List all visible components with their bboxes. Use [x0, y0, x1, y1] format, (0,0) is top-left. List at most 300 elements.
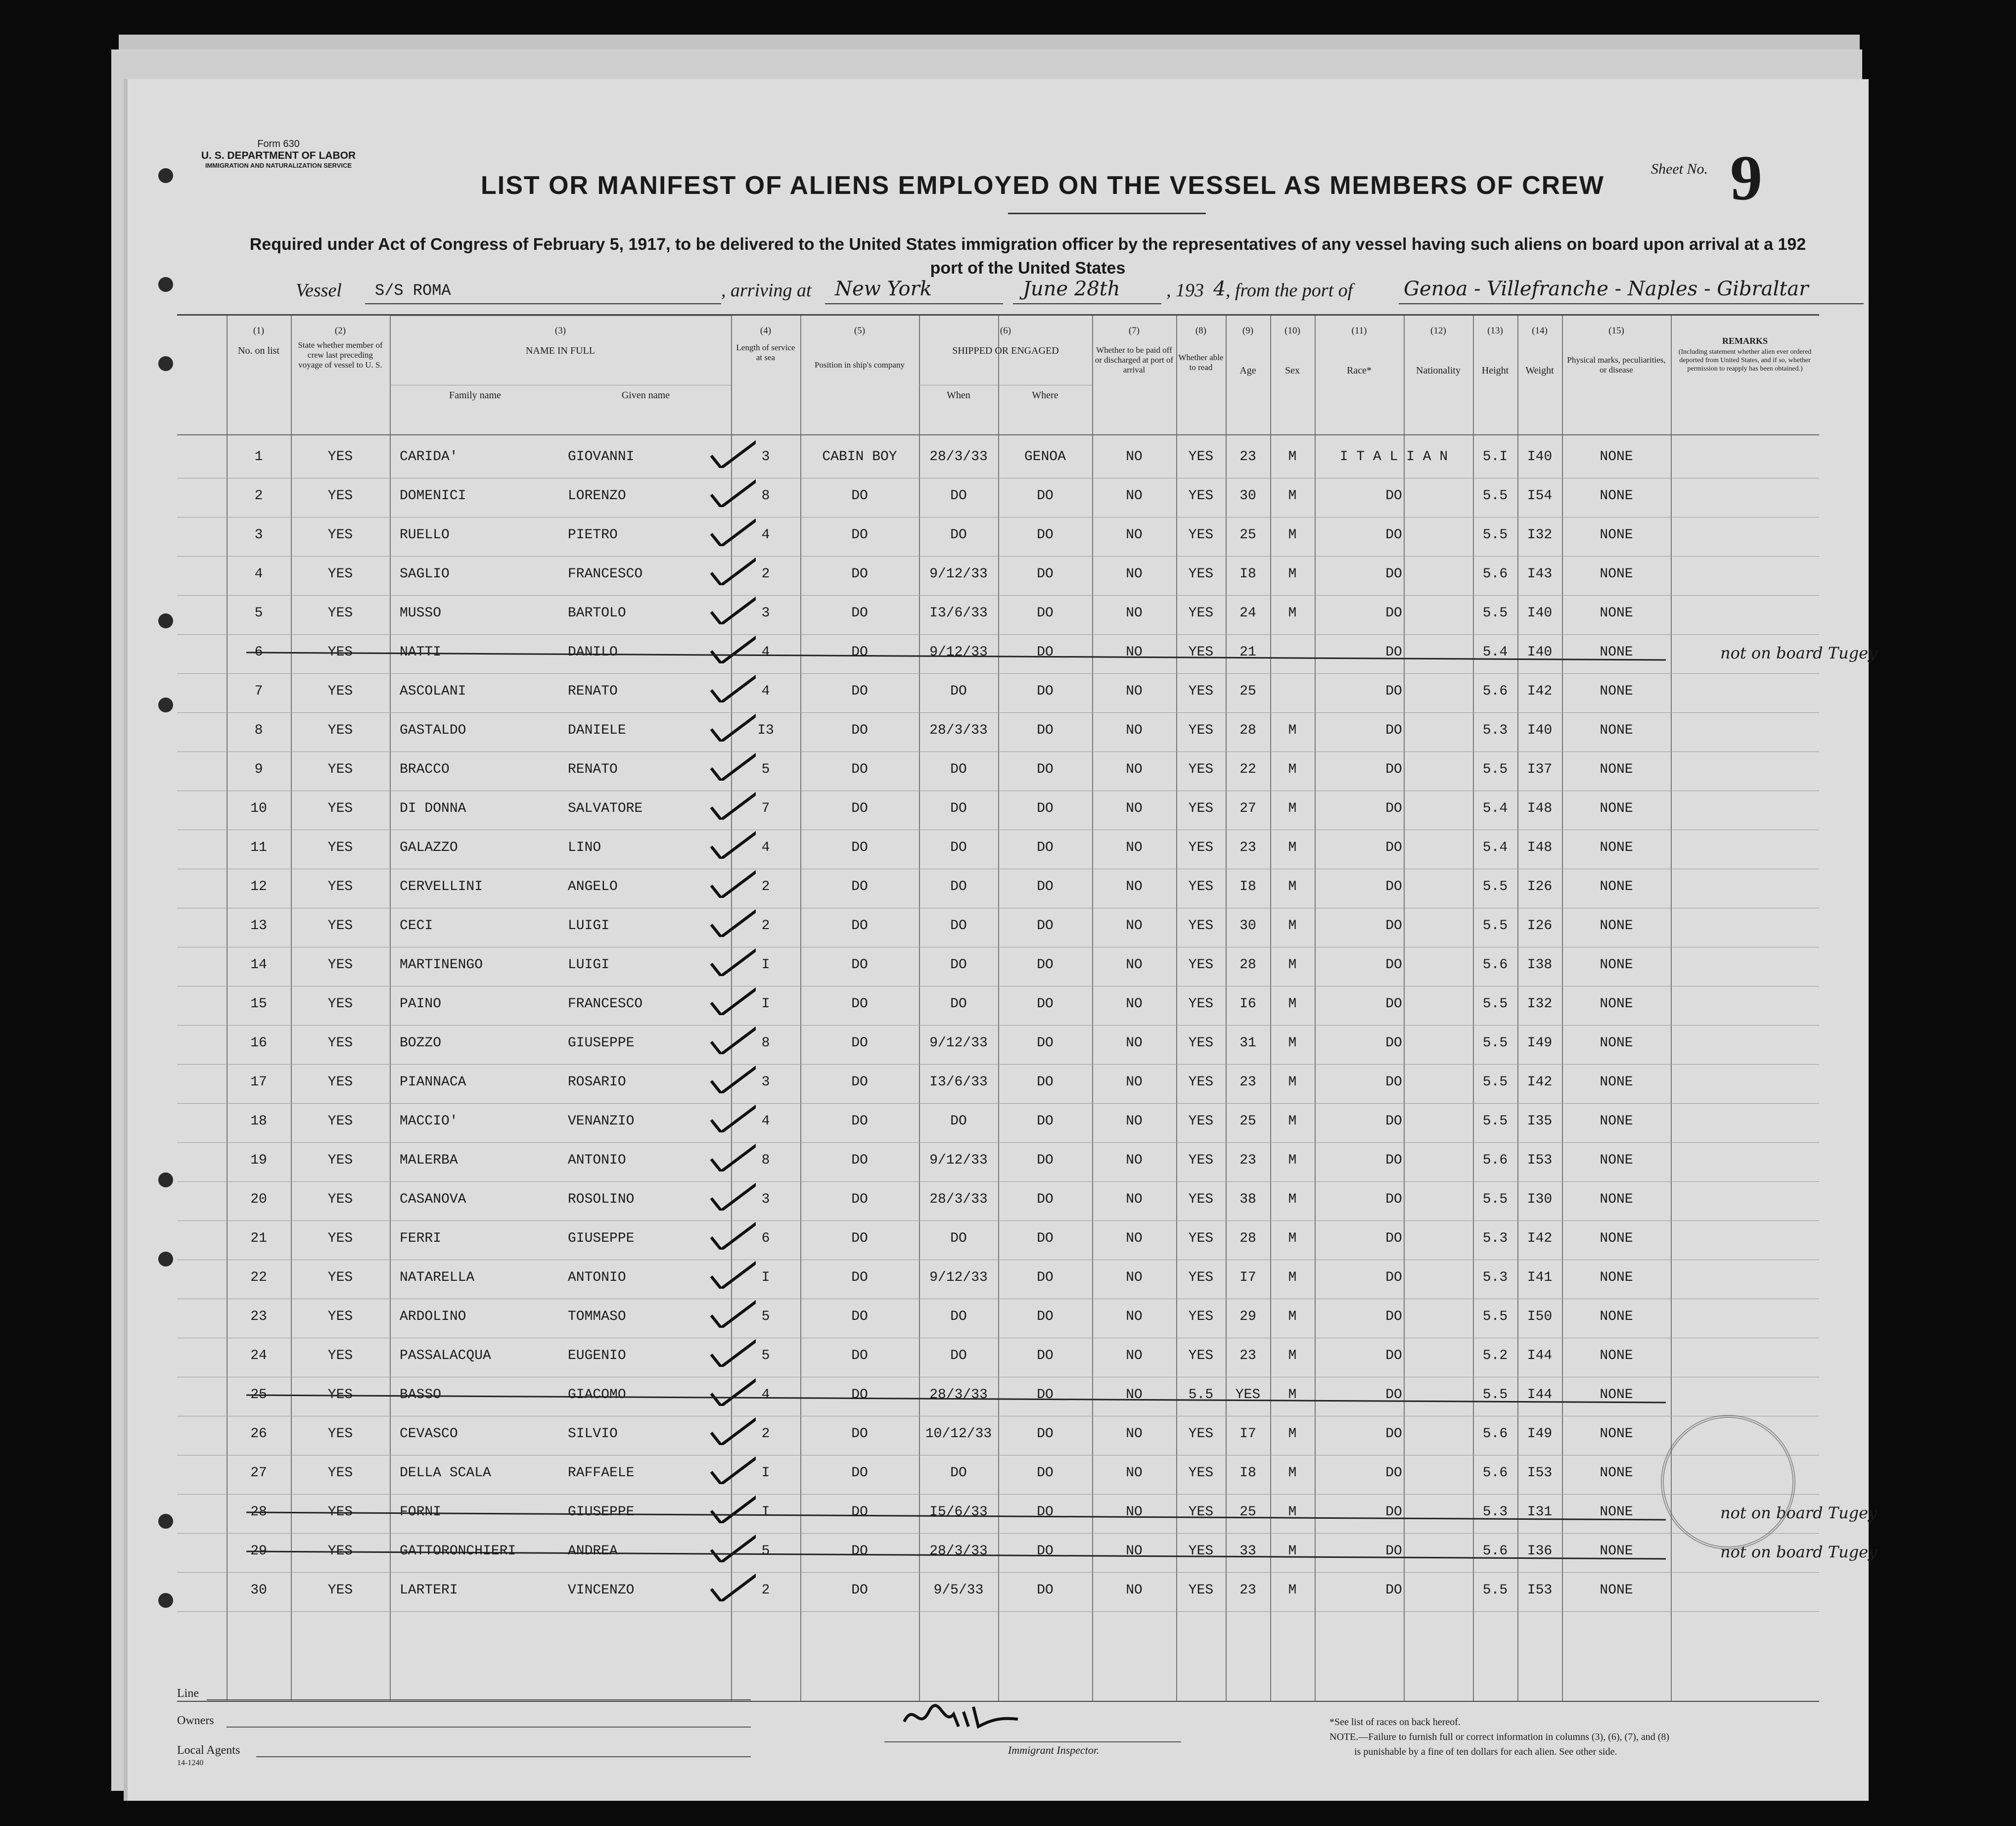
- cell-when: 28/3/33: [929, 723, 988, 738]
- cell-marks: NONE: [1600, 762, 1633, 777]
- cell-sex: M: [1288, 762, 1297, 777]
- cell-prev: YES: [327, 1035, 353, 1051]
- cell-position: DO: [851, 1270, 868, 1285]
- col9-label: Age: [1239, 365, 1256, 376]
- table-row: [177, 986, 1819, 1026]
- cell-when: I3/6/33: [929, 606, 988, 621]
- cell-no: 23: [250, 1309, 267, 1324]
- cell-weight: I44: [1527, 1387, 1553, 1403]
- col7-label: Whether to be paid off or discharged at port of arrival: [1095, 345, 1174, 375]
- cell-where: DO: [1037, 1583, 1054, 1598]
- punch-hole: [158, 1514, 173, 1529]
- sheet-number: 9: [1730, 142, 1762, 214]
- cell-paid: NO: [1126, 1583, 1143, 1598]
- cell-age: 28: [1239, 1231, 1256, 1246]
- cell-position: DO: [851, 1231, 868, 1246]
- cell-no: 28: [250, 1504, 267, 1520]
- punch-hole: [158, 356, 173, 371]
- cell-family: MACCIO': [400, 1114, 458, 1129]
- cell-family: ARDOLINO: [400, 1309, 466, 1324]
- cell-read: YES: [1188, 1231, 1214, 1246]
- cell-sex: M: [1288, 1153, 1297, 1168]
- cell-read: 5.5: [1188, 1387, 1214, 1403]
- cell-when: 28/3/33: [929, 1544, 988, 1559]
- cell-paid: NO: [1126, 527, 1143, 543]
- cell-race: DO: [1385, 1231, 1402, 1246]
- cell-family: LARTERI: [400, 1583, 458, 1598]
- cell-weight: I49: [1527, 1035, 1553, 1051]
- cell-given: GIOVANNI: [568, 449, 635, 465]
- cell-where: DO: [1037, 1544, 1054, 1559]
- cell-marks: NONE: [1600, 1426, 1633, 1442]
- cell-paid: NO: [1126, 957, 1143, 973]
- cell-paid: NO: [1126, 645, 1143, 660]
- cell-no: 30: [250, 1583, 267, 1598]
- cell-paid: NO: [1126, 762, 1143, 777]
- cell-service: 4: [761, 1387, 770, 1403]
- cell-height: 5.6: [1482, 1544, 1508, 1559]
- cell-prev: YES: [327, 1387, 353, 1403]
- cell-family: PIANNACA: [400, 1075, 466, 1090]
- cell-sex: M: [1288, 1309, 1297, 1324]
- cell-read: YES: [1188, 1153, 1214, 1168]
- table-row: [177, 1221, 1819, 1260]
- check-mark: [706, 1450, 756, 1484]
- cell-where: DO: [1037, 723, 1054, 738]
- cell-given: GIUSEPPE: [568, 1504, 635, 1520]
- cell-given: LORENZO: [568, 488, 626, 504]
- cell-race: DO: [1385, 1504, 1402, 1520]
- table-row: [177, 1455, 1819, 1495]
- cell-where: DO: [1037, 918, 1054, 934]
- cell-age: I6: [1239, 996, 1256, 1012]
- cell-weight: I40: [1527, 449, 1553, 465]
- year-digit: 4: [1213, 278, 1226, 300]
- cell-family: MUSSO: [400, 606, 442, 621]
- cell-read: YES: [1188, 606, 1214, 621]
- cell-sex: M: [1288, 1465, 1297, 1481]
- cell-prev: YES: [327, 1426, 353, 1442]
- cell-prev: YES: [327, 449, 353, 465]
- cell-paid: NO: [1126, 723, 1143, 738]
- col8-label: Whether able to read: [1178, 353, 1224, 372]
- cell-when: DO: [950, 840, 967, 855]
- cell-age: 23: [1239, 840, 1256, 855]
- cell-race: DO: [1385, 1153, 1402, 1168]
- check-mark: [706, 824, 756, 859]
- cell-read: YES: [1188, 566, 1214, 582]
- cell-paid: NO: [1126, 1075, 1143, 1090]
- cell-height: 5.5: [1482, 1075, 1508, 1090]
- cell-age: 23: [1239, 1348, 1256, 1363]
- cell-where: DO: [1037, 645, 1054, 660]
- cell-sex: M: [1288, 918, 1297, 934]
- cell-prev: YES: [327, 566, 353, 582]
- cell-paid: NO: [1126, 488, 1143, 504]
- cell-where: DO: [1037, 762, 1054, 777]
- cell-no: 20: [250, 1192, 267, 1207]
- manifest-sheet: [124, 79, 1878, 1801]
- cell-prev: YES: [327, 1544, 353, 1559]
- punch-hole: [158, 277, 173, 292]
- cell-no: 17: [250, 1075, 267, 1090]
- cell-paid: NO: [1126, 449, 1143, 465]
- cell-race: DO: [1385, 1192, 1402, 1207]
- cell-service: 5: [761, 1309, 770, 1324]
- cell-no: 4: [254, 566, 263, 582]
- check-mark: [706, 1567, 756, 1601]
- cell-race: DO: [1385, 1348, 1402, 1363]
- table-row: [177, 557, 1819, 596]
- cell-family: DOMENICI: [400, 488, 466, 504]
- cell-weight: I35: [1527, 1114, 1553, 1129]
- cell-marks: NONE: [1600, 1231, 1633, 1246]
- cell-given: GIUSEPPE: [568, 1035, 635, 1051]
- cell-given: LINO: [568, 840, 601, 855]
- cell-race: DO: [1385, 957, 1402, 973]
- cell-family: CECI: [400, 918, 433, 934]
- cell-marks: NONE: [1600, 488, 1633, 504]
- cell-read: YES: [1188, 1504, 1214, 1520]
- cell-age: 23: [1239, 1583, 1256, 1598]
- table-row: [177, 596, 1819, 635]
- cell-prev: YES: [327, 801, 353, 816]
- cell-given: RAFFAELE: [568, 1465, 635, 1481]
- cell-service: 6: [761, 1231, 770, 1246]
- cell-height: 5.3: [1482, 723, 1508, 738]
- cell-family: DELLA SCALA: [400, 1465, 491, 1481]
- cell-race: DO: [1385, 918, 1402, 934]
- cell-when: 28/3/33: [929, 1192, 988, 1207]
- cell-age: 24: [1239, 606, 1256, 621]
- cell-no: 15: [250, 996, 267, 1012]
- table-row: [177, 478, 1819, 517]
- title-rule: [1008, 213, 1206, 214]
- cell-height: 5.5: [1482, 606, 1508, 621]
- cell-age: I8: [1239, 879, 1256, 894]
- cell-no: 13: [250, 918, 267, 934]
- cell-prev: YES: [327, 1270, 353, 1285]
- cell-where: DO: [1037, 1231, 1054, 1246]
- check-mark: [706, 433, 756, 468]
- cell-read: YES: [1188, 1192, 1214, 1207]
- cell-paid: NO: [1126, 1231, 1143, 1246]
- cell-sex: M: [1288, 1035, 1297, 1051]
- check-mark: [706, 1371, 756, 1406]
- voyage-line: [296, 280, 1864, 309]
- check-mark: [706, 707, 756, 742]
- cell-family: FORNI: [400, 1504, 442, 1520]
- cell-when: 10/12/33: [925, 1426, 992, 1442]
- cell-service: 3: [761, 449, 770, 465]
- cell-paid: NO: [1126, 1114, 1143, 1129]
- cell-no: 8: [254, 723, 263, 738]
- cell-race: DO: [1385, 801, 1402, 816]
- cell-marks: NONE: [1600, 1504, 1633, 1520]
- cell-prev: YES: [327, 1114, 353, 1129]
- cell-height: 5.5: [1482, 879, 1508, 894]
- cell-height: 5.5: [1482, 762, 1508, 777]
- punch-hole: [158, 1172, 173, 1187]
- cell-when: 9/5/33: [933, 1583, 984, 1598]
- cell-family: GATTORONCHIERI: [400, 1544, 516, 1559]
- cell-race: DO: [1385, 762, 1402, 777]
- cell-marks: NONE: [1600, 645, 1633, 660]
- cell-age: I7: [1239, 1426, 1256, 1442]
- remarks-note: not on board Tugey: [1720, 1503, 1878, 1522]
- cell-age: 29: [1239, 1309, 1256, 1324]
- cell-prev: YES: [327, 1153, 353, 1168]
- cell-given: BARTOLO: [568, 606, 626, 621]
- cell-height: 5.5: [1482, 1114, 1508, 1129]
- cell-position: CABIN BOY: [822, 449, 897, 465]
- cell-marks: NONE: [1600, 996, 1633, 1012]
- cell-given: LUIGI: [568, 918, 610, 934]
- table-row: [177, 1260, 1819, 1299]
- cell-weight: I53: [1527, 1583, 1553, 1598]
- cell-paid: NO: [1126, 1153, 1143, 1168]
- cell-no: 9: [254, 762, 263, 777]
- cell-paid: NO: [1126, 1544, 1143, 1559]
- cell-family: GALAZZO: [400, 840, 458, 855]
- col11-label: Race*: [1347, 365, 1372, 376]
- cell-when: DO: [950, 1465, 967, 1481]
- cell-weight: I53: [1527, 1153, 1553, 1168]
- cell-family: BRACCO: [400, 762, 450, 777]
- cell-service: 8: [761, 488, 770, 504]
- cell-position: DO: [851, 801, 868, 816]
- cell-paid: NO: [1126, 1387, 1143, 1403]
- cell-weight: I48: [1527, 840, 1553, 855]
- cell-marks: NONE: [1600, 606, 1633, 621]
- cell-position: DO: [851, 527, 868, 543]
- cell-race: DO: [1385, 1114, 1402, 1129]
- owners-underline: [227, 1727, 751, 1728]
- cell-read: YES: [1188, 918, 1214, 934]
- cell-race: DO: [1385, 1035, 1402, 1051]
- requirement-line-2: port of the United States: [930, 259, 1126, 278]
- cell-age: 38: [1239, 1192, 1256, 1207]
- cell-when: DO: [950, 801, 967, 816]
- check-mark: [706, 1176, 756, 1211]
- cell-prev: YES: [327, 1192, 353, 1207]
- cell-marks: NONE: [1600, 1075, 1633, 1090]
- punch-hole: [158, 698, 173, 712]
- footnote-penalty-2: is punishable by a fine of ten dollars for each alien. See other side.: [1354, 1746, 1617, 1757]
- cell-when: 9/12/33: [929, 1270, 988, 1285]
- check-mark: [706, 1293, 756, 1328]
- col6-number: (6): [1000, 326, 1011, 336]
- cell-no: 25: [250, 1387, 267, 1403]
- cell-sex: M: [1288, 1192, 1297, 1207]
- cell-weight: I36: [1527, 1544, 1553, 1559]
- cell-weight: I38: [1527, 957, 1553, 973]
- cell-no: 1: [254, 449, 263, 465]
- cell-read: YES: [1188, 645, 1214, 660]
- cell-race: DO: [1385, 645, 1402, 660]
- cell-sex: M: [1288, 1075, 1297, 1090]
- col12-number: (12): [1430, 326, 1446, 336]
- cell-where: DO: [1037, 1387, 1054, 1403]
- cell-family: GASTALDO: [400, 723, 466, 738]
- agents-label: Local Agents: [177, 1744, 240, 1757]
- table-row: [177, 517, 1819, 557]
- sheet-number-label: Sheet No.: [1651, 161, 1708, 177]
- cell-race: DO: [1385, 566, 1402, 582]
- cell-position: DO: [851, 1544, 868, 1559]
- cell-position: DO: [851, 723, 868, 738]
- remarks-note: not on board Tugey: [1720, 1543, 1878, 1561]
- cell-paid: NO: [1126, 840, 1143, 855]
- check-mark: [706, 863, 756, 898]
- cell-where: DO: [1037, 606, 1054, 621]
- cell-age: 28: [1239, 957, 1256, 973]
- cell-height: 5.5: [1482, 1387, 1508, 1403]
- cell-family: PASSALACQUA: [400, 1348, 491, 1363]
- cell-marks: NONE: [1600, 1153, 1633, 1168]
- col3-given: Given name: [621, 390, 670, 401]
- vessel-underline: [365, 303, 721, 304]
- cell-age: I7: [1239, 1270, 1256, 1285]
- arrival-date: June 28th: [1023, 278, 1120, 300]
- cell-no: 3: [254, 527, 263, 543]
- cell-race: DO: [1385, 488, 1402, 504]
- cell-read: YES: [1188, 1426, 1214, 1442]
- check-mark: [706, 1489, 756, 1523]
- cell-weight: I48: [1527, 801, 1553, 816]
- arriving-label: , arriving at: [721, 280, 812, 301]
- cell-service: 4: [761, 840, 770, 855]
- cell-age: 23: [1239, 449, 1256, 465]
- check-mark: [706, 1254, 756, 1289]
- page-title: LIST OR MANIFEST OF ALIENS EMPLOYED ON THE VESSEL AS MEMBERS OF CREW: [481, 171, 1604, 200]
- cell-family: DI DONNA: [400, 801, 466, 816]
- agents-form: 14-1240: [177, 1759, 204, 1767]
- cell-position: DO: [851, 488, 868, 504]
- cell-position: DO: [851, 1114, 868, 1129]
- cell-prev: YES: [327, 606, 353, 621]
- check-mark: [706, 941, 756, 976]
- cell-weight: I30: [1527, 1192, 1553, 1207]
- cell-paid: NO: [1126, 1426, 1143, 1442]
- line-underline: [207, 1699, 751, 1700]
- cell-no: 14: [250, 957, 267, 973]
- cell-family: RUELLO: [400, 527, 450, 543]
- cell-no: 27: [250, 1465, 267, 1481]
- cell-prev: YES: [327, 1465, 353, 1481]
- cell-read: YES: [1188, 1075, 1214, 1090]
- cell-paid: NO: [1126, 1504, 1143, 1520]
- check-mark: [706, 629, 756, 663]
- cell-when: DO: [950, 996, 967, 1012]
- cell-service: I: [761, 996, 770, 1012]
- col2-label: State whether member of crew last preceding voyage of vessel to U. S.: [298, 340, 383, 370]
- cell-service: 2: [761, 918, 770, 934]
- cell-height: 5.5: [1482, 1583, 1508, 1598]
- check-mark: [706, 902, 756, 937]
- cell-position: DO: [851, 918, 868, 934]
- department-block: [197, 139, 360, 169]
- year-prefix: , 193: [1166, 280, 1204, 301]
- cell-where: DO: [1037, 1348, 1054, 1363]
- cell-prev: YES: [327, 1231, 353, 1246]
- check-mark: [706, 1332, 756, 1367]
- cell-read: YES: [1188, 879, 1214, 894]
- cell-race: I T A L I A N: [1339, 449, 1448, 465]
- cell-weight: I50: [1527, 1309, 1553, 1324]
- cell-where: DO: [1037, 566, 1054, 582]
- cell-race: DO: [1385, 684, 1402, 699]
- cell-height: 5.6: [1482, 566, 1508, 582]
- cell-position: DO: [851, 1153, 868, 1168]
- cell-given: FRANCESCO: [568, 566, 643, 582]
- cell-position: DO: [851, 1075, 868, 1090]
- cell-marks: NONE: [1600, 527, 1633, 543]
- cell-service: 5: [761, 1348, 770, 1363]
- check-mark: [706, 1059, 756, 1093]
- col10-number: (10): [1284, 326, 1300, 336]
- cell-when: 9/12/33: [929, 566, 988, 582]
- cell-read: YES: [1188, 1348, 1214, 1363]
- check-mark: [706, 1528, 756, 1562]
- inspector-signature: [899, 1692, 1038, 1741]
- cell-position: DO: [851, 1309, 868, 1324]
- cell-marks: NONE: [1600, 1192, 1633, 1207]
- cell-sex: M: [1288, 1426, 1297, 1442]
- cell-no: 26: [250, 1426, 267, 1442]
- cell-where: DO: [1037, 1114, 1054, 1129]
- cell-position: DO: [851, 1192, 868, 1207]
- cell-when: DO: [950, 1231, 967, 1246]
- cell-age: 25: [1239, 1114, 1256, 1129]
- punch-hole: [158, 1252, 173, 1266]
- cell-when: 28/3/33: [929, 1387, 988, 1403]
- cell-weight: I40: [1527, 723, 1553, 738]
- table-row: [177, 947, 1819, 986]
- cell-marks: NONE: [1600, 1114, 1633, 1129]
- cell-service: 3: [761, 606, 770, 621]
- punch-hole: [158, 613, 173, 628]
- cell-height: 5.6: [1482, 1153, 1508, 1168]
- table-row: [177, 1182, 1819, 1221]
- agents-underline: [256, 1756, 751, 1757]
- cell-age: 33: [1239, 1544, 1256, 1559]
- punch-hole: [158, 168, 173, 183]
- cell-service: 4: [761, 684, 770, 699]
- cell-read: YES: [1188, 996, 1214, 1012]
- cell-family: MARTINENGO: [400, 957, 483, 973]
- remarks-label: REMARKS: [1722, 336, 1768, 346]
- cell-marks: NONE: [1600, 449, 1633, 465]
- header-bottom-rule: [177, 434, 1819, 435]
- cell-sex: M: [1288, 1504, 1297, 1520]
- table-row: [177, 1495, 1878, 1534]
- table-row: [177, 1065, 1819, 1104]
- cell-prev: YES: [327, 1309, 353, 1324]
- cell-weight: I26: [1527, 879, 1553, 894]
- cell-marks: NONE: [1600, 1035, 1633, 1051]
- cell-race: DO: [1385, 1270, 1402, 1285]
- cell-family: PAINO: [400, 996, 442, 1012]
- cell-given: VENANZIO: [568, 1114, 635, 1129]
- cell-service: I: [761, 957, 770, 973]
- cell-where: DO: [1037, 527, 1054, 543]
- col14-label: Weight: [1525, 365, 1554, 376]
- cell-given: PIETRO: [568, 527, 618, 543]
- table-row: [177, 1026, 1819, 1065]
- cell-height: 5.2: [1482, 1348, 1508, 1363]
- cell-paid: NO: [1126, 1348, 1143, 1363]
